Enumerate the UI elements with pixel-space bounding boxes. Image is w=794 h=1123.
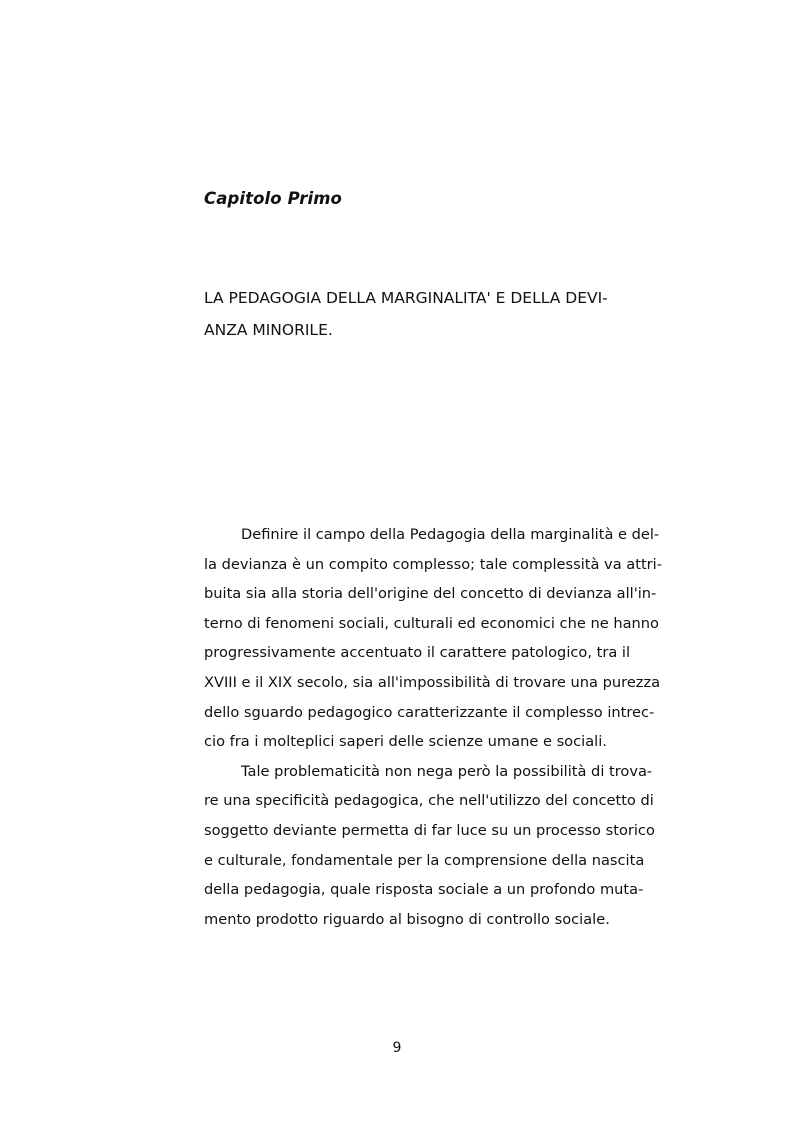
body-text [204,520,662,934]
paragraph-line: della pedagogia, quale risposta sociale a un profondo muta- [204,881,644,899]
paragraph-line: progressivamente accentuato il carattere patologico, tra il [204,644,631,662]
paragraph-line: e culturale, fondamentale per la comprensione della nascita [204,851,645,869]
chapter-title-line: ANZA MINORILE. [204,321,333,339]
paragraph-line: Definire il campo della Pedagogia della marginalità e del- [241,526,660,543]
paragraph-line: buita sia alla storia dell'origine del concetto di devianza all'in- [204,585,657,603]
page-number: 9 [392,1040,402,1056]
paragraph-line: Tale problematicità non nega però la possibilità di trova- [241,762,653,780]
paragraph-line: la devianza è un compito complesso; tale complessità va attri- [204,555,662,573]
chapter-title [204,282,628,346]
paragraph-line: terno di fenomeni sociali, culturali ed economici che ne hanno [204,614,659,632]
chapter-label: Capitolo Primo [204,189,342,208]
chapter-title-line: LA PEDAGOGIA DELLA MARGINALITA' E DELLA DEVI- [204,289,608,307]
paragraph-line: mento prodotto riguardo al bisogno di controllo sociale. [204,910,610,928]
paragraph-line: XVIII e il XIX secolo, sia all'impossibilità di trovare una purezza [204,673,661,691]
paragraph-line: soggetto deviante permetta di far luce su un processo storico [204,821,655,839]
paragraph-line: re una specificità pedagogica, che nell'utilizzo del concetto di [204,792,654,810]
paragraph-line: cio fra i molteplici saperi delle scienze umane e sociali. [204,733,607,751]
paragraph-line: dello sguardo pedagogico caratterizzante il complesso intrec- [204,703,655,721]
